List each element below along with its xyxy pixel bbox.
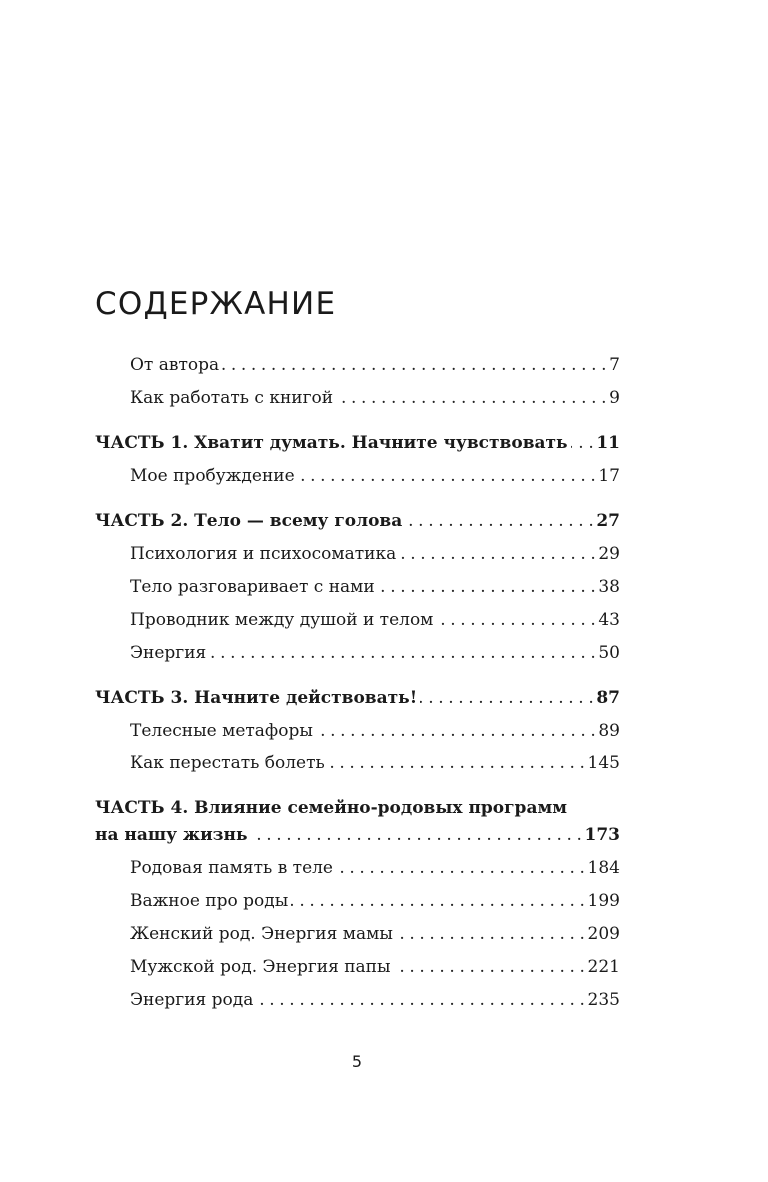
toc-part-page: 173 [584,825,620,845]
dot-leader [251,823,582,847]
toc-entry-page: 89 [598,721,620,741]
dot-leader [436,608,595,632]
toc-entry-title: От автора [130,355,220,375]
dot-leader [420,686,593,710]
toc-entry-title: Как работать с книгой [130,388,334,408]
toc-part-entry [95,431,620,455]
toc-entry-title: Проводник между душой и телом [130,610,434,630]
toc-entry-page: 38 [598,577,620,597]
toc-part-entry [95,686,620,710]
toc-entry-title: Психология и психосоматика [130,544,397,564]
dot-leader [336,386,606,410]
toc-entry-title: Энергия [130,643,207,663]
page-number: 5 [351,1052,363,1071]
toc-entry-page: 209 [587,924,620,944]
dot-leader [571,431,594,455]
toc-entry [130,856,620,880]
toc-part-entry [95,823,620,847]
dot-leader [209,641,595,665]
toc-entry-page: 29 [598,544,620,564]
toc-entry-page: 43 [598,610,620,630]
dot-leader [378,575,596,599]
toc-part-page: 27 [596,511,620,531]
dot-leader [316,719,595,743]
toc-entry [130,751,620,775]
toc-entry-title: Телесные метафоры [130,721,313,741]
toc-entry-title: Мужской род. Энергия папы [130,957,391,977]
toc-entry [130,922,620,946]
toc-part-entry [95,509,620,533]
toc-entry-page: 221 [587,957,620,977]
toc-entry-title: Мое пробуждение [130,466,295,486]
dot-leader [405,509,593,533]
dot-leader [394,955,585,979]
toc-entry [130,988,620,1012]
toc-entry [130,575,620,599]
toc-part-page: 11 [596,433,620,453]
toc-entry-title: Важное про роды [130,891,289,911]
toc-entry [130,719,620,743]
toc-entry [130,386,620,410]
toc-part-title: ЧАСТЬ 1. Хватит думать. Начните чувствовать [95,433,568,453]
page-title: СОДЕРЖАНИЕ [95,286,337,322]
toc-entry-page: 184 [587,858,620,878]
toc-entry [130,542,620,566]
toc-entry [130,889,620,913]
toc-entry [130,464,620,488]
dot-leader [336,856,585,880]
toc-entry-page: 199 [587,891,620,911]
dot-leader [328,751,585,775]
dot-leader [222,353,606,377]
toc-entry-page: 235 [587,990,620,1010]
toc-entry [130,955,620,979]
toc-entry-title: Как перестать болеть [130,753,325,773]
toc-entry-title: Родовая память в теле [130,858,333,878]
dot-leader [298,464,596,488]
dot-leader [291,889,584,913]
toc-entry [130,641,620,665]
toc-part-title: на нашу жизнь [95,825,248,845]
dot-leader [399,542,595,566]
toc-part-title-line1: ЧАСТЬ 4. Влияние семейно-родовых программ [95,798,567,818]
toc-part-title: ЧАСТЬ 3. Начните действовать! [95,688,418,708]
dot-leader [396,922,585,946]
toc-entry-page: 9 [609,388,620,408]
dot-leader [256,988,584,1012]
toc-entry-title: Тело разговаривает с нами [130,577,375,597]
toc-entry-page: 17 [598,466,620,486]
toc-entry [130,608,620,632]
toc-entry [130,353,620,377]
toc-part-title: ЧАСТЬ 2. Тело — всему голова [95,511,403,531]
toc-entry-page: 50 [598,643,620,663]
toc-entry-page: 7 [609,355,620,375]
toc-part-page: 87 [596,688,620,708]
toc-entry-title: Женский род. Энергия мамы [130,924,393,944]
toc-entry-title: Энергия рода [130,990,254,1010]
toc-entry-page: 145 [587,753,620,773]
